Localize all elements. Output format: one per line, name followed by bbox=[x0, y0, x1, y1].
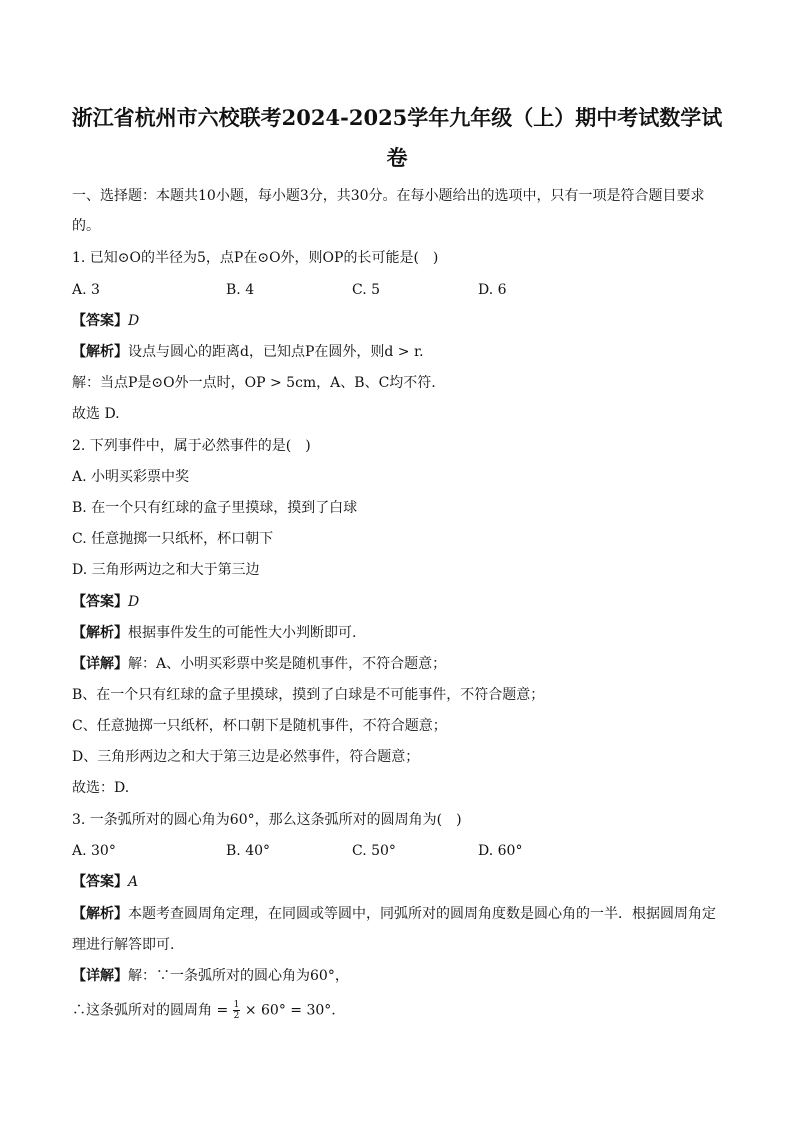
q2-conclusion: 故选：D. bbox=[72, 780, 130, 796]
equation-prefix: ∴这条弧所对的圆周角 = bbox=[72, 1002, 229, 1019]
fraction-denominator: 2 bbox=[233, 1011, 240, 1021]
q2-analysis bbox=[72, 623, 356, 643]
answer-tag: 【答案】 bbox=[72, 594, 128, 610]
q1-answer bbox=[72, 311, 139, 331]
q1-solution: 解：当点P是⊙O外一点时，OP > 5cm，A、B、C均不符. bbox=[72, 375, 436, 391]
q1-analysis bbox=[72, 342, 424, 362]
q1-option-d: D. 6 bbox=[478, 282, 507, 298]
answer-tag: 【答案】 bbox=[72, 313, 128, 329]
q3-option-c: C. 50° bbox=[352, 843, 396, 859]
section-heading-continued: 的。 bbox=[72, 218, 100, 234]
q1-conclusion: 故选 D. bbox=[72, 406, 120, 422]
fraction-numerator: 1 bbox=[233, 1000, 240, 1010]
fraction-one-half bbox=[233, 1000, 241, 1021]
analysis-tag: 【解析】 bbox=[72, 906, 128, 922]
q2-option-d: D. 三角形两边之和大于第三边 bbox=[72, 562, 260, 578]
q1-option-b: B. 4 bbox=[226, 282, 255, 298]
question-3-stem: 3. 一条弧所对的圆心角为60°，那么这条弧所对的圆周角为( ) bbox=[72, 812, 462, 828]
q3-option-b: B. 40° bbox=[226, 843, 271, 859]
q2-detail-line: D、三角形两边之和大于第三边是必然事件，符合题意； bbox=[72, 749, 420, 765]
q2-option-a: A. 小明买彩票中奖 bbox=[72, 469, 190, 485]
q3-option-a: A. 30° bbox=[72, 843, 116, 859]
answer-tag: 【答案】 bbox=[72, 874, 128, 890]
analysis-text: 设点与圆心的距离d，已知点P在圆外，则d > r. bbox=[128, 344, 424, 360]
analysis-tag: 【解析】 bbox=[72, 625, 128, 641]
section-heading: 一、选择题：本题共10小题，每小题3分，共30分。在每小题给出的选项中，只有一项是符合题目要求 bbox=[72, 188, 705, 204]
analysis-tag: 【解析】 bbox=[72, 344, 128, 360]
detail-tag: 【详解】 bbox=[72, 656, 128, 672]
q3-final-equation bbox=[72, 1000, 336, 1021]
q2-answer bbox=[72, 592, 139, 612]
q2-detail bbox=[72, 654, 446, 674]
q1-option-c: C. 5 bbox=[352, 282, 381, 298]
q1-option-a: A. 3 bbox=[72, 282, 100, 298]
answer-value: D bbox=[128, 313, 140, 329]
q2-option-b: B. 在一个只有红球的盒子里摸球，摸到了白球 bbox=[72, 500, 358, 516]
page-title: 浙江省杭州市六校联考2024-2025学年九年级（上）期中考试数学试 bbox=[71, 105, 723, 130]
page-title-continued: 卷 bbox=[386, 145, 408, 170]
detail-text: 解：∵一条弧所对的圆心角为60°， bbox=[128, 968, 349, 984]
q3-answer bbox=[72, 872, 138, 892]
q3-detail bbox=[72, 966, 349, 986]
q3-analysis bbox=[72, 904, 716, 924]
answer-value: A bbox=[128, 874, 139, 890]
question-1-stem: 1. 已知⊙O的半径为5，点P在⊙O外，则OP的长可能是( ) bbox=[72, 250, 439, 266]
detail-text: 解：A、小明买彩票中奖是随机事件，不符合题意； bbox=[128, 656, 447, 672]
q2-option-c: C. 任意抛掷一只纸杯，杯口朝下 bbox=[72, 531, 274, 547]
q2-detail-line: C、任意抛掷一只纸杯，杯口朝下是随机事件，不符合题意； bbox=[72, 718, 447, 734]
equation-suffix: × 60° = 30°. bbox=[244, 1002, 336, 1019]
detail-tag: 【详解】 bbox=[72, 968, 128, 984]
analysis-text: 根据事件发生的可能性大小判断即可. bbox=[128, 625, 357, 641]
answer-value: D bbox=[128, 594, 140, 610]
q2-detail-line: B、在一个只有红球的盒子里摸球，摸到了白球是不可能事件，不符合题意； bbox=[72, 687, 545, 703]
q3-analysis-continued: 理进行解答即可. bbox=[72, 937, 175, 953]
question-2-stem: 2. 下列事件中，属于必然事件的是( ) bbox=[72, 438, 311, 454]
q3-option-d: D. 60° bbox=[478, 843, 523, 859]
analysis-text: 本题考查圆周角定理，在同圆或等圆中，同弧所对的圆周角度数是圆心角的一半．根据圆周角定 bbox=[128, 906, 716, 922]
